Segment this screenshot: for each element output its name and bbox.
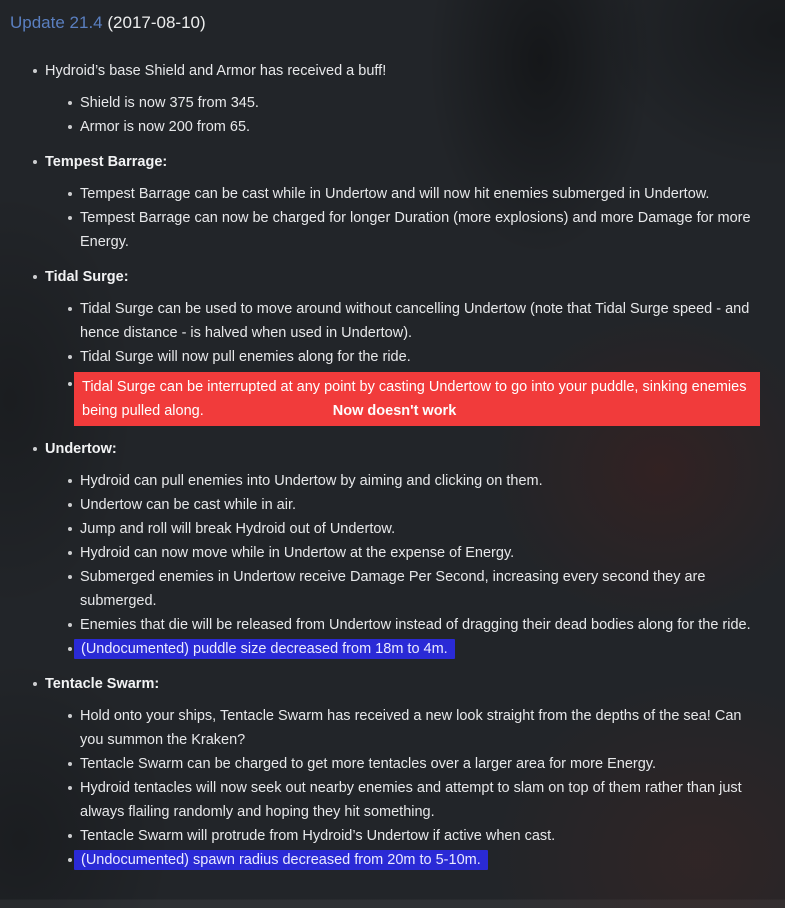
list-item-red-highlighted [80, 372, 760, 426]
list-item-text: Hydroid’s base Shield and Armor has received a buff! [45, 63, 387, 79]
changelog-list [10, 59, 760, 872]
list-item-blue-highlighted [80, 637, 760, 661]
sublist-tempest-barrage [45, 182, 760, 254]
sublist-tentacle-swarm [45, 704, 760, 872]
list-item-text: Jump and roll will break Hydroid out of Undertow. [80, 521, 396, 537]
list-item-text: Armor is now 200 from 65. [80, 119, 251, 135]
list-item-text: Undertow can be cast while in air. [80, 497, 296, 513]
sublist-tidal-surge [45, 297, 760, 426]
section-undertow [45, 437, 760, 661]
list-item-text: Hold onto your ships, Tentacle Swarm has received a new look straight from the depths of the sea! Can you summon the Kraken? [80, 708, 742, 748]
list-item-text: Shield is now 375 from 345. [80, 95, 259, 111]
update-date: (2017-08-10) [107, 13, 206, 32]
list-item [80, 824, 760, 848]
list-item [80, 752, 760, 776]
red-highlight-block [74, 372, 760, 426]
list-item-text: Hydroid tentacles will now seek out nearby enemies and attempt to slam on top of them rather than just always flailing randomly and hoping they hit something. [80, 780, 742, 820]
list-item [80, 704, 760, 752]
list-item-text: Submerged enemies in Undertow receive Damage Per Second, increasing every second they are submerged. [80, 569, 706, 609]
list-item-text: Tidal Surge will now pull enemies along for the ride. [80, 349, 411, 365]
list-item [80, 541, 760, 565]
sublist-shield-armor [45, 91, 760, 139]
list-item [80, 565, 760, 613]
list-item-text: Tempest Barrage can be cast while in Undertow and will now hit enemies submerged in Undertow. [80, 186, 710, 202]
section-header: Tentacle Swarm: [45, 676, 160, 692]
section-header: Tempest Barrage: [45, 154, 168, 170]
list-item [80, 345, 760, 369]
list-item [80, 613, 760, 637]
list-item-text: Tidal Surge can be interrupted at any point by casting Undertow to go into your puddle, sinking enemies being pulled along. [82, 379, 747, 419]
list-item-text: Hydroid can now move while in Undertow at the expense of Energy. [80, 545, 515, 561]
list-item [80, 517, 760, 541]
blue-highlight-text: (Undocumented) puddle size decreased from 18m to 4m. [74, 639, 455, 659]
list-item-text: Tentacle Swarm can be charged to get more tentacles over a larger area for more Energy. [80, 756, 656, 772]
list-item [80, 206, 760, 254]
update-link[interactable]: Update 21.4 [10, 13, 103, 32]
list-item [80, 776, 760, 824]
list-item [80, 182, 760, 206]
section-tempest-barrage [45, 150, 760, 254]
list-item-blue-highlighted [80, 848, 760, 872]
list-item [80, 91, 760, 115]
sublist-undertow [45, 469, 760, 661]
list-item-text: Tempest Barrage can now be charged for longer Duration (more explosions) and more Damage for more Energy. [80, 210, 751, 250]
blue-highlight-text: (Undocumented) spawn radius decreased from 20m to 5-10m. [74, 850, 488, 870]
section-tentacle-swarm [45, 672, 760, 872]
changelog-header [10, 13, 760, 33]
list-item-shield-armor-buff [45, 59, 760, 139]
list-item [80, 469, 760, 493]
list-item-text: Tentacle Swarm will protrude from Hydroid’s Undertow if active when cast. [80, 828, 556, 844]
list-item [80, 493, 760, 517]
list-item-text: Tidal Surge can be used to move around without cancelling Undertow (note that Tidal Surge speed - and hence distance - is halved when used in Undertow). [80, 301, 750, 341]
list-item-text: Enemies that die will be released from Undertow instead of dragging their dead bodies along for the ride. [80, 617, 751, 633]
section-header: Tidal Surge: [45, 269, 129, 285]
section-header: Undertow: [45, 441, 117, 457]
list-item-text: Hydroid can pull enemies into Undertow by aiming and clicking on them. [80, 473, 543, 489]
list-item [80, 297, 760, 345]
section-tidal-surge [45, 265, 760, 426]
doesnt-work-note: Now doesn't work [332, 403, 457, 419]
list-item [80, 115, 760, 139]
